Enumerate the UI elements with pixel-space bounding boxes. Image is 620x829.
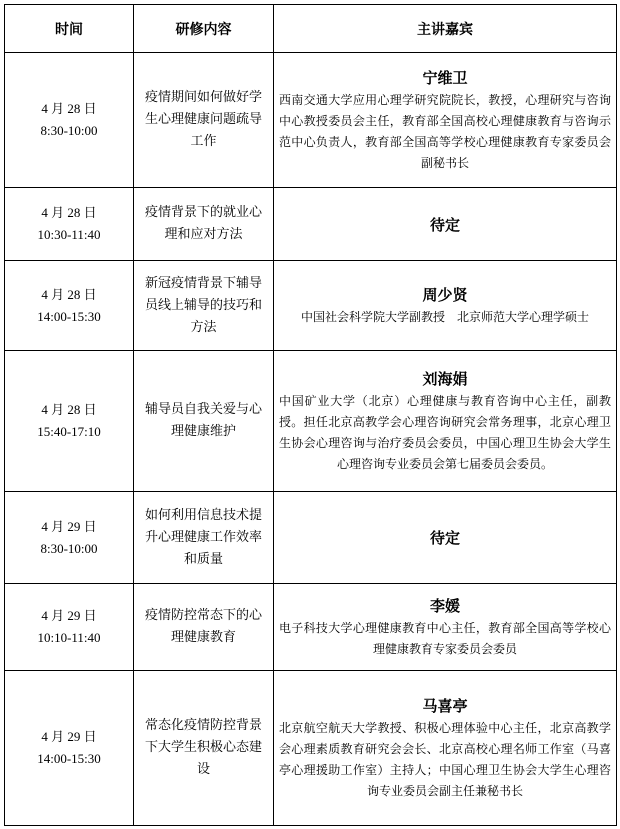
speaker-cell: [274, 492, 617, 584]
speaker-cell: [274, 584, 617, 671]
table-row: [5, 261, 617, 351]
time-cell: [5, 188, 134, 261]
time-range-text: 14:00-15:30: [37, 751, 101, 766]
topic-cell: 如何利用信息技术提升心理健康工作效率和质量: [134, 492, 274, 584]
speaker-tbd: 待定: [429, 215, 460, 234]
speaker-cell: [274, 53, 617, 188]
table-row: [5, 53, 617, 188]
date-text: 4 月 29 日: [41, 608, 97, 623]
topic-cell: 辅导员自我关爱与心理健康维护: [134, 351, 274, 492]
table-row: [5, 492, 617, 584]
time-range-text: 8:30-10:00: [40, 540, 98, 556]
speaker-name: 马喜亭: [422, 697, 468, 715]
header-time: 时间: [5, 5, 134, 53]
speaker-cell: [274, 671, 617, 826]
time-cell: [5, 261, 134, 351]
date-text: 4 月 28 日: [41, 286, 97, 302]
time-range-text: 14:00-15:30: [37, 308, 101, 324]
table-row: [5, 584, 617, 671]
date-text: 4 月 28 日: [41, 101, 97, 116]
speaker-description: 电子科技大学心理健康教育中心主任，教育部全国高等学校心理健康教育专家委员会委员: [279, 621, 611, 656]
time-cell: [5, 492, 134, 584]
speaker-name: 周少贤: [422, 286, 468, 304]
time-cell: [5, 671, 134, 826]
time-cell: [5, 584, 134, 671]
speaker-description: 北京航空航天大学教授、积极心理体验中心主任，北京高教学会心理素质教育研究会会长、北京高校心理名师工作室（马喜亭心理援助工作室）主持人；中国心理卫生协会大学生心理咨询专业委员会副主任兼秘书长: [279, 721, 611, 798]
speaker-name: 李媛: [429, 597, 460, 615]
header-speaker: 主讲嘉宾: [274, 5, 617, 53]
speaker-cell: [274, 188, 617, 261]
speaker-cell: [274, 351, 617, 492]
speaker-tbd: 待定: [429, 529, 460, 547]
speaker-description: 中国矿业大学（北京）心理健康与教育咨询中心主任，副教授。担任北京高教学会心理咨询研究会常务理事，北京心理卫生协会心理咨询与治疗委员会委员，中国心理卫生协会大学生心理咨询专业委员会第七届委员会委员。: [279, 394, 611, 471]
table-row: [5, 671, 617, 826]
table-row: [5, 351, 617, 492]
header-topic: 研修内容: [134, 5, 274, 53]
time-range-text: 10:30-11:40: [37, 227, 101, 242]
training-schedule-table: [4, 4, 617, 826]
time-cell: [5, 53, 134, 188]
date-text: 4 月 29 日: [41, 729, 97, 744]
speaker-cell: [274, 261, 617, 351]
speaker-name: 刘海娟: [422, 370, 468, 388]
date-text: 4 月 29 日: [41, 518, 97, 534]
speaker-description: 中国社会科学院大学副教授 北京师范大学心理学硕士: [300, 310, 589, 324]
topic-cell: 疫情背景下的就业心理和应对方法: [134, 188, 274, 261]
header-row: [5, 5, 617, 53]
table-row: [5, 188, 617, 261]
date-text: 4 月 28 日: [41, 205, 97, 220]
time-range-text: 10:10-11:40: [37, 630, 101, 645]
topic-cell: 疫情防控常态下的心理健康教育: [134, 584, 274, 671]
time-range-text: 8:30-10:00: [40, 123, 98, 138]
date-text: 4 月 28 日: [41, 402, 97, 417]
time-range-text: 15:40-17:10: [37, 424, 101, 439]
time-cell: [5, 351, 134, 492]
speaker-description: 西南交通大学应用心理学研究院院长，教授，心理研究与咨询中心教授委员会主任，教育部全国高校心理健康教育与咨询示范中心负责人，教育部全国高等学校心理健康教育专家委员会副秘书长: [279, 93, 611, 170]
topic-cell: 新冠疫情背景下辅导员线上辅导的技巧和方法: [134, 261, 274, 351]
topic-cell: 常态化疫情防控背景下大学生积极心态建设: [134, 671, 274, 826]
speaker-name: 宁维卫: [422, 69, 468, 87]
topic-cell: 疫情期间如何做好学生心理健康问题疏导工作: [134, 53, 274, 188]
